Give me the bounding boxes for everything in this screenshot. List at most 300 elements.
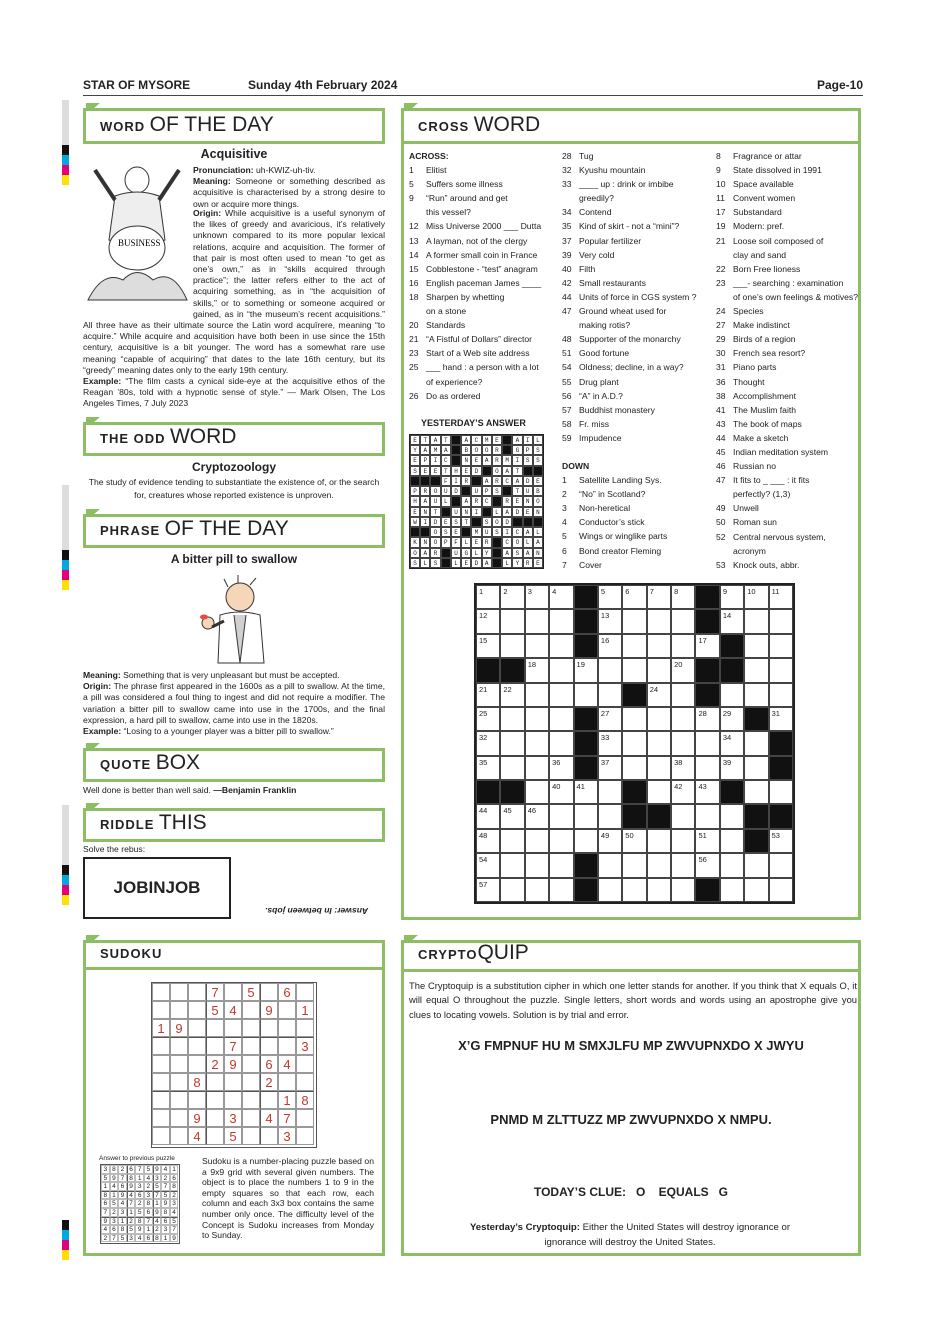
sudoku-cell[interactable]	[296, 983, 314, 1001]
crossword-cell[interactable]: 15	[476, 634, 500, 658]
crossword-cell[interactable]	[525, 634, 549, 658]
sudoku-cell[interactable]	[206, 1037, 224, 1055]
crossword-cell[interactable]	[695, 731, 719, 755]
crossword-cell[interactable]	[500, 707, 524, 731]
clue: perfectly? (1,3)	[733, 489, 791, 500]
crossword-cell[interactable]: 3	[525, 585, 549, 609]
sudoku-cell[interactable]: 5	[242, 983, 260, 1001]
sudoku-cell[interactable]: 7	[278, 1109, 296, 1127]
answer-cell: 7	[101, 1208, 110, 1217]
crossword-cell[interactable]	[549, 878, 573, 902]
clue: clay and sand	[733, 249, 787, 260]
yesterday-cell: E	[471, 537, 481, 547]
yesterday-cell: A	[441, 445, 451, 455]
crossword-cell[interactable]	[525, 609, 549, 633]
sudoku-cell[interactable]	[260, 1037, 278, 1055]
yesterday-cell: D	[471, 466, 481, 476]
sudoku-cell[interactable]	[278, 1073, 296, 1091]
crossword-cell[interactable]	[647, 756, 671, 780]
crossword-cell[interactable]	[598, 804, 622, 828]
answer-cell: 8	[144, 1199, 153, 1208]
sudoku-cell[interactable]: 1	[278, 1091, 296, 1109]
crossword-cell[interactable]	[549, 853, 573, 877]
clue: 49 Unwell	[716, 503, 759, 514]
crossword-cell[interactable]	[598, 878, 622, 902]
sudoku-cell[interactable]: 7	[206, 983, 224, 1001]
crossword-cell[interactable]	[647, 658, 671, 682]
crossword-cell[interactable]	[525, 878, 549, 902]
crossword-cell[interactable]	[671, 731, 695, 755]
crossword-cell[interactable]: 36	[549, 756, 573, 780]
crossword-cell[interactable]	[744, 658, 768, 682]
crossword-cell[interactable]	[647, 829, 671, 853]
sudoku-cell[interactable]	[170, 1109, 188, 1127]
sudoku-cell[interactable]	[224, 1091, 242, 1109]
crossword-cell[interactable]	[525, 707, 549, 731]
sudoku-cell[interactable]	[242, 1073, 260, 1091]
crossword-cell[interactable]	[769, 780, 793, 804]
sudoku-cell[interactable]: 7	[224, 1037, 242, 1055]
crossword-cell[interactable]: 44	[476, 804, 500, 828]
crossword-cell[interactable]	[769, 609, 793, 633]
crossword-cell[interactable]	[500, 829, 524, 853]
sudoku-cell[interactable]	[278, 1037, 296, 1055]
sudoku-cell[interactable]	[152, 1037, 170, 1055]
yesterday-cell: L	[492, 507, 502, 517]
sudoku-cell[interactable]	[260, 983, 278, 1001]
yesterday-cell: N	[533, 548, 543, 558]
crossword-cell[interactable]: 49	[598, 829, 622, 853]
crossword-cell[interactable]	[598, 658, 622, 682]
crossword-cell[interactable]: 17	[695, 634, 719, 658]
crossword-cell[interactable]: 6	[622, 585, 646, 609]
crossword-cell[interactable]	[671, 609, 695, 633]
sudoku-cell[interactable]	[188, 1055, 206, 1073]
crossword-cell[interactable]	[574, 683, 598, 707]
odd-word: Cryptozoology	[192, 460, 276, 474]
crossword-cell[interactable]	[622, 731, 646, 755]
sudoku-cell[interactable]	[242, 1019, 260, 1037]
crossword-cell[interactable]	[720, 878, 744, 902]
crossword-cell[interactable]: 7	[647, 585, 671, 609]
sudoku-cell[interactable]	[224, 1073, 242, 1091]
crossword-cell[interactable]: 16	[598, 634, 622, 658]
crossword-cell[interactable]	[525, 853, 549, 877]
crossword-cell[interactable]	[549, 634, 573, 658]
sudoku-cell[interactable]: 3	[224, 1109, 242, 1127]
yesterday-cell: U	[451, 507, 461, 517]
crossword-cell[interactable]	[525, 683, 549, 707]
crossword-cell[interactable]: 14	[720, 609, 744, 633]
crossword-cell[interactable]	[671, 878, 695, 902]
sudoku-cell[interactable]: 9	[188, 1109, 206, 1127]
crossword-cell[interactable]	[720, 683, 744, 707]
sudoku-cell[interactable]: 8	[188, 1073, 206, 1091]
black-square	[574, 853, 598, 877]
crossword-cell[interactable]: 20	[671, 658, 695, 682]
crossword-cell[interactable]: 1	[476, 585, 500, 609]
crossword-cell[interactable]	[744, 878, 768, 902]
yesterday-cell: D	[471, 558, 481, 568]
sudoku-cell[interactable]	[152, 983, 170, 1001]
sudoku-cell[interactable]	[296, 1073, 314, 1091]
sudoku-cell[interactable]	[278, 1001, 296, 1019]
sudoku-cell[interactable]	[206, 1127, 224, 1145]
yesterday-cell: O	[492, 517, 502, 527]
sudoku-cell[interactable]: 4	[224, 1001, 242, 1019]
crossword-cell[interactable]	[647, 878, 671, 902]
crossword-cell[interactable]	[549, 658, 573, 682]
crossword-cell[interactable]: 11	[769, 585, 793, 609]
sudoku-cell[interactable]	[152, 1001, 170, 1019]
crossword-cell[interactable]	[671, 634, 695, 658]
sudoku-cell[interactable]	[152, 1127, 170, 1145]
sudoku-cell[interactable]: 4	[278, 1055, 296, 1073]
sudoku-cell[interactable]: 9	[170, 1019, 188, 1037]
sudoku-cell[interactable]	[260, 1127, 278, 1145]
crossword-cell[interactable]	[549, 829, 573, 853]
crossword-cell[interactable]	[647, 634, 671, 658]
sudoku-cell[interactable]	[296, 1055, 314, 1073]
crossword-cell[interactable]	[549, 731, 573, 755]
sudoku-cell[interactable]	[152, 1073, 170, 1091]
yesterday-cell: I	[512, 455, 522, 465]
crossword-cell[interactable]	[622, 707, 646, 731]
yesterday-cell: D	[430, 517, 440, 527]
crossword-cell[interactable]	[671, 683, 695, 707]
rebus-box: JOBINJOB	[83, 857, 231, 919]
sudoku-cell[interactable]: 2	[260, 1073, 278, 1091]
crossword-cell[interactable]	[525, 756, 549, 780]
crossword-cell[interactable]	[769, 658, 793, 682]
clue: 14 A former small coin in France	[409, 249, 538, 260]
answer-cell: 8	[135, 1217, 144, 1226]
clue: 46 Russian no	[716, 461, 776, 472]
sudoku-cell[interactable]	[206, 1073, 224, 1091]
yesterday-cell: R	[492, 455, 502, 465]
sudoku-cell[interactable]	[188, 1037, 206, 1055]
crossword-cell[interactable]: 18	[525, 658, 549, 682]
sudoku-cell[interactable]: 4	[188, 1127, 206, 1145]
crossword-cell[interactable]: 39	[720, 756, 744, 780]
crossword-cell[interactable]	[598, 780, 622, 804]
yesterday-cell	[471, 476, 481, 486]
crossword-cell[interactable]	[695, 756, 719, 780]
sudoku-cell[interactable]: 3	[296, 1037, 314, 1055]
crossword-cell[interactable]: 22	[500, 683, 524, 707]
yesterday-cell	[492, 496, 502, 506]
crossword-cell[interactable]	[769, 853, 793, 877]
crossword-cell[interactable]	[769, 634, 793, 658]
down-label: DOWN	[562, 460, 590, 471]
sudoku-cell[interactable]: 3	[278, 1127, 296, 1145]
crossword-cell[interactable]: 10	[744, 585, 768, 609]
yesterday-cell	[461, 527, 471, 537]
sudoku-cell[interactable]	[206, 1091, 224, 1109]
crossword-cell[interactable]: 54	[476, 853, 500, 877]
crossword-cell[interactable]	[769, 878, 793, 902]
sudoku-cell[interactable]	[242, 1055, 260, 1073]
cryptoquip-line1: X’G FMPNUF HU M SMXJLFU MP ZWVUPNXDO X JWYU	[458, 1038, 804, 1053]
crossword-cell[interactable]	[744, 780, 768, 804]
crossword-cell[interactable]	[744, 756, 768, 780]
crossword-cell[interactable]: 48	[476, 829, 500, 853]
crossword-cell[interactable]	[598, 853, 622, 877]
crossword-cell[interactable]: 9	[720, 585, 744, 609]
crossword-cell[interactable]: 32	[476, 731, 500, 755]
clue: 44 Units of force in CGS system ?	[562, 291, 697, 302]
clue: 22 Born Free lioness	[716, 263, 801, 274]
yesterday-cell	[420, 527, 430, 537]
clues-col2	[562, 149, 712, 572]
clue: 33 ____ up : drink or imbibe	[562, 179, 674, 190]
crossword-cell[interactable]: 43	[695, 780, 719, 804]
clue: 23 ___- searching : examination	[716, 277, 844, 288]
answer-cell: 2	[144, 1182, 153, 1191]
crossword-cell[interactable]	[622, 878, 646, 902]
crossword-cell[interactable]: 51	[695, 829, 719, 853]
crossword-cell[interactable]	[549, 804, 573, 828]
yesterday-cell: T	[512, 466, 522, 476]
sudoku-cell[interactable]	[152, 1109, 170, 1127]
crossword-cell[interactable]	[500, 878, 524, 902]
sudoku-cell[interactable]	[242, 1037, 260, 1055]
riddle-prompt: Solve the rebus:	[83, 844, 146, 854]
sudoku-cell[interactable]	[260, 1091, 278, 1109]
clue: 32 Kyushu mountain	[562, 165, 646, 176]
crossword-cell[interactable]	[598, 683, 622, 707]
clue: 21 Loose soil composed of	[716, 235, 824, 246]
sudoku-cell[interactable]	[170, 983, 188, 1001]
crossword-cell[interactable]: 24	[647, 683, 671, 707]
clue: 45 Indian meditation system	[716, 446, 829, 457]
yesterday-cell: E	[461, 466, 471, 476]
answer-cell: 3	[153, 1174, 162, 1183]
crossword-cell[interactable]	[525, 731, 549, 755]
crossword-cell[interactable]	[622, 658, 646, 682]
crossword-cell[interactable]	[769, 683, 793, 707]
crossword-cell[interactable]	[622, 853, 646, 877]
clue: 6 Bond creator Fleming	[562, 545, 662, 556]
yesterday-cell	[451, 496, 461, 506]
yesterday-cell: O	[533, 496, 543, 506]
sudoku-cell[interactable]: 5	[206, 1001, 224, 1019]
yesterday-cell: K	[410, 537, 420, 547]
clue: 9 “Run” around and get	[409, 193, 508, 204]
sudoku-cell[interactable]: 9	[224, 1055, 242, 1073]
crossword-cell[interactable]: 2	[500, 585, 524, 609]
crossword-cell[interactable]: 28	[695, 707, 719, 731]
sudoku-cell[interactable]	[170, 1001, 188, 1019]
sudoku-cell[interactable]	[170, 1073, 188, 1091]
sudoku-cell[interactable]	[152, 1055, 170, 1073]
sudoku-cell[interactable]	[170, 1091, 188, 1109]
clue: 2 “No” in Scotland?	[562, 489, 646, 500]
yesterday-cell: N	[533, 507, 543, 517]
crossword-cell[interactable]: 45	[500, 804, 524, 828]
crossword-cell[interactable]: 21	[476, 683, 500, 707]
crossword-cell[interactable]	[574, 804, 598, 828]
crossword-cell[interactable]	[500, 756, 524, 780]
crossword-cell[interactable]	[695, 804, 719, 828]
crossword-cell[interactable]: 37	[598, 756, 622, 780]
crossword-cell[interactable]: 33	[598, 731, 622, 755]
clue: 13 A layman, not of the clergy	[409, 235, 528, 246]
crossword-cell[interactable]: 38	[671, 756, 695, 780]
crossword-cell[interactable]	[549, 707, 573, 731]
yesterday-cell: I	[420, 517, 430, 527]
crossword-cell[interactable]: 57	[476, 878, 500, 902]
crossword-cell[interactable]: 35	[476, 756, 500, 780]
odd-word-definition: The study of evidence tending to substantiate the existence of, or the search for, creatures whose reported existence is unproven.	[88, 477, 380, 500]
black-square	[622, 804, 646, 828]
crossword-cell[interactable]: 19	[574, 658, 598, 682]
crossword-cell[interactable]	[744, 634, 768, 658]
yesterday-cell: T	[441, 435, 451, 445]
sudoku-cell[interactable]	[224, 1019, 242, 1037]
yesterday-cell: T	[420, 435, 430, 445]
sudoku-cell[interactable]	[260, 1019, 278, 1037]
crossword-cell[interactable]	[622, 609, 646, 633]
sudoku-cell[interactable]	[188, 983, 206, 1001]
answer-cell: 9	[153, 1165, 162, 1174]
crossword-cell[interactable]	[720, 804, 744, 828]
sudoku-cell[interactable]	[296, 1109, 314, 1127]
crossword-cell[interactable]: 53	[769, 829, 793, 853]
crossword-cell[interactable]: 41	[574, 780, 598, 804]
clue: 39 Very cold	[562, 249, 615, 260]
crossword-cell[interactable]	[671, 707, 695, 731]
sudoku-cell[interactable]	[188, 1091, 206, 1109]
crossword-cell[interactable]	[525, 829, 549, 853]
crossword-cell[interactable]	[574, 829, 598, 853]
yesterday-cell: A	[502, 507, 512, 517]
crossword-cell[interactable]	[622, 756, 646, 780]
yesterday-cell	[451, 455, 461, 465]
crossword-cell[interactable]: 27	[598, 707, 622, 731]
sudoku-cell[interactable]	[278, 1019, 296, 1037]
sudoku-cell[interactable]	[170, 1127, 188, 1145]
sudoku-cell[interactable]: 4	[260, 1109, 278, 1127]
answer-cell: 9	[161, 1199, 170, 1208]
answer-cell: 1	[161, 1234, 170, 1243]
crossword-cell[interactable]	[720, 829, 744, 853]
sudoku-cell[interactable]	[152, 1091, 170, 1109]
clue: 20 Standards	[409, 320, 466, 331]
yesterday-cell: E	[420, 466, 430, 476]
sudoku-cell[interactable]	[206, 1019, 224, 1037]
crossword-cell[interactable]	[744, 731, 768, 755]
sudoku-cell[interactable]: 2	[206, 1055, 224, 1073]
crossword-cell[interactable]: 40	[549, 780, 573, 804]
crossword-cell[interactable]	[647, 780, 671, 804]
black-square	[500, 658, 524, 682]
sudoku-cell[interactable]: 6	[260, 1055, 278, 1073]
sudoku-cell[interactable]	[206, 1109, 224, 1127]
crossword-cell[interactable]	[647, 609, 671, 633]
crossword-cell[interactable]	[500, 609, 524, 633]
sudoku-cell[interactable]	[242, 1091, 260, 1109]
yesterday-cell: L	[533, 527, 543, 537]
sudoku-cell[interactable]	[170, 1055, 188, 1073]
yesterday-cell: A	[482, 455, 492, 465]
crossword-cell[interactable]	[744, 609, 768, 633]
crossword-cell[interactable]: 46	[525, 804, 549, 828]
crossword-cell[interactable]	[671, 804, 695, 828]
sudoku-cell[interactable]	[242, 1109, 260, 1127]
answer-cell: 6	[135, 1191, 144, 1200]
crossword-cell[interactable]	[500, 634, 524, 658]
crossword-cell[interactable]: 5	[598, 585, 622, 609]
crossword-cell[interactable]	[744, 683, 768, 707]
crossword-cell[interactable]: 50	[622, 829, 646, 853]
crossword-cell[interactable]	[549, 609, 573, 633]
yesterday-cell: S	[533, 445, 543, 455]
crossword-cell[interactable]	[647, 853, 671, 877]
crossword-cell[interactable]: 13	[598, 609, 622, 633]
crossword-cell[interactable]	[622, 634, 646, 658]
crossword-cell[interactable]	[525, 780, 549, 804]
yesterday-cell: C	[482, 496, 492, 506]
crossword-cell[interactable]: 56	[695, 853, 719, 877]
yesterday-cell: O	[482, 445, 492, 455]
answer-cell: 1	[170, 1165, 179, 1174]
yesterday-cell: O	[430, 537, 440, 547]
yesterday-cell: D	[502, 517, 512, 527]
answer-cell: 7	[170, 1225, 179, 1234]
crossword-cell[interactable]: 42	[671, 780, 695, 804]
crossword-cell[interactable]	[647, 731, 671, 755]
crossword-cell[interactable]	[500, 853, 524, 877]
crossword-cell[interactable]: 31	[769, 707, 793, 731]
crossword-cell[interactable]	[720, 853, 744, 877]
crossword-cell[interactable]: 8	[671, 585, 695, 609]
sudoku-cell[interactable]	[170, 1037, 188, 1055]
sudoku-cell[interactable]	[242, 1127, 260, 1145]
crossword-cell[interactable]: 12	[476, 609, 500, 633]
sudoku-cell[interactable]	[242, 1001, 260, 1019]
crossword-cell[interactable]: 34	[720, 731, 744, 755]
crossword-cell[interactable]	[647, 707, 671, 731]
sudoku-cell[interactable]	[188, 1019, 206, 1037]
crossword-cell[interactable]	[744, 853, 768, 877]
sudoku-cell[interactable]: 8	[296, 1091, 314, 1109]
yesterday-cell: D	[512, 507, 522, 517]
crossword-cell[interactable]	[500, 731, 524, 755]
yesterday-cell: T	[430, 507, 440, 517]
crossword-cell[interactable]	[671, 829, 695, 853]
answer-cell: 5	[127, 1225, 136, 1234]
crossword-cell[interactable]: 25	[476, 707, 500, 731]
sudoku-cell[interactable]: 6	[278, 983, 296, 1001]
yesterday-cell: R	[502, 496, 512, 506]
sudoku-cell[interactable]	[188, 1001, 206, 1019]
sudoku-cell[interactable]: 5	[224, 1127, 242, 1145]
sudoku-cell[interactable]: 1	[152, 1019, 170, 1037]
sudoku-cell[interactable]: 9	[260, 1001, 278, 1019]
sudoku-cell[interactable]	[224, 983, 242, 1001]
crossword-cell[interactable]	[671, 853, 695, 877]
crossword-cell[interactable]: 29	[720, 707, 744, 731]
yesterday-cell: I	[523, 435, 533, 445]
sudoku-cell[interactable]	[296, 1019, 314, 1037]
crossword-cell[interactable]: 4	[549, 585, 573, 609]
yesterday-cell: I	[451, 476, 461, 486]
crossword-cell[interactable]	[549, 683, 573, 707]
sudoku-cell[interactable]: 1	[296, 1001, 314, 1019]
clue: acronym	[733, 545, 766, 556]
sudoku-cell[interactable]	[296, 1127, 314, 1145]
